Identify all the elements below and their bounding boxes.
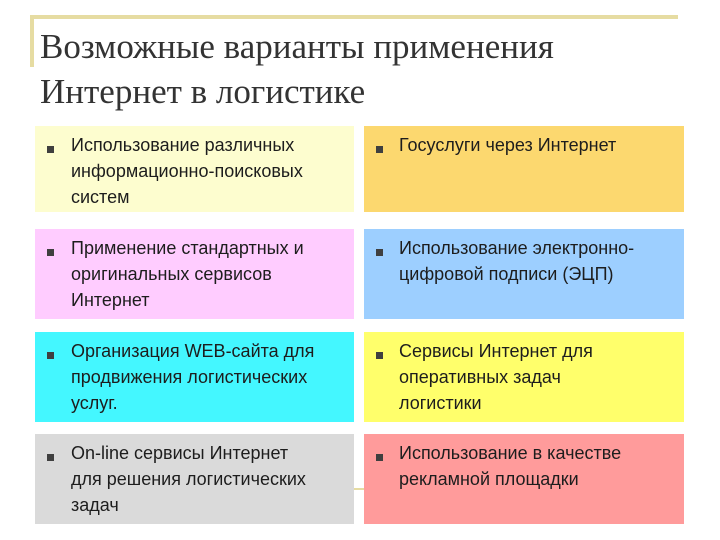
square-bullet-icon (376, 352, 383, 359)
square-bullet-icon (376, 249, 383, 256)
slide-title: Возможные варианты применения Интернет в логистике (40, 27, 554, 111)
square-bullet-icon (376, 146, 383, 153)
square-bullet-icon (47, 146, 54, 153)
grid-cell-left-2 (35, 229, 354, 319)
square-bullet-icon (47, 352, 54, 359)
cell-text: Применение стандартных и оригинальных сервисов Интернет (71, 238, 304, 310)
cell-text: Госуслуги через Интернет (399, 135, 617, 155)
cell-text: Использование различных информационно-поисковых систем (71, 135, 303, 207)
frame-left-line (30, 15, 34, 67)
grid-cell-left-1 (35, 126, 354, 212)
square-bullet-icon (47, 454, 54, 461)
grid-cell-right-4 (364, 434, 684, 524)
grid-cell-left-3 (35, 332, 354, 422)
grid-cell-left-4 (35, 434, 354, 524)
cell-text: Использование в качестве рекламной площадки (399, 443, 622, 489)
cell-text: On-line сервисы Интернет для решения логистических задач (71, 443, 306, 515)
cell-text: Использование электронно- цифровой подписи (ЭЦП) (399, 238, 635, 284)
frame-top-line (30, 15, 678, 19)
grid-cell-right-1 (364, 126, 684, 212)
cell-text: Организация WEB-сайта для продвижения логистических услуг. (71, 341, 315, 413)
square-bullet-icon (376, 454, 383, 461)
cell-text: Сервисы Интернет для оперативных задач логистики (399, 341, 593, 413)
grid-cell-right-3 (364, 332, 684, 422)
grid-cell-right-2 (364, 229, 684, 319)
square-bullet-icon (47, 249, 54, 256)
